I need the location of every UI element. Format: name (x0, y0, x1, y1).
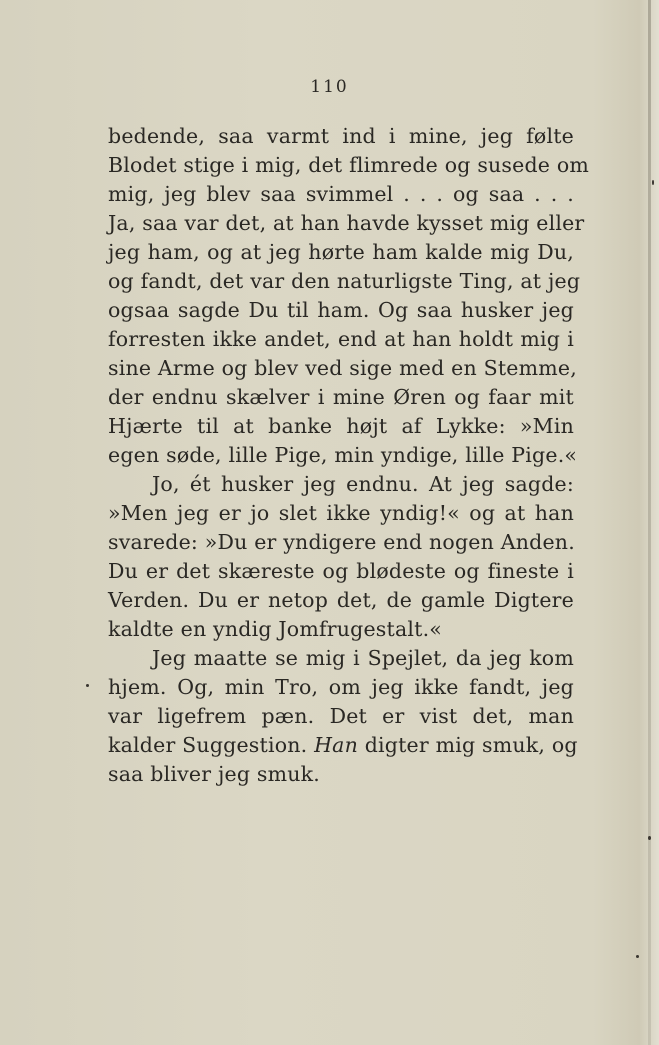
text-line: var ligefrem pæn. Det er vist det, man (108, 704, 574, 728)
text-line: kaldte en yndig Jomfrugestalt.« (108, 617, 443, 641)
text-line: Du er det skæreste og blødeste og fineste i (108, 559, 574, 583)
text-run: kalder Suggestion. (108, 733, 308, 757)
text-line: Jo, ét husker jeg endnu. At jeg sagde: (152, 472, 574, 496)
text-line: hjem. Og, min Tro, om jeg ikke fandt, jeg (108, 675, 574, 699)
text-line: bedende, saa varmt ind i mine, jeg følte (108, 124, 574, 148)
text-line: ogsaa sagde Du til ham. Og saa husker jeg (108, 298, 574, 322)
text-line: der endnu skælver i mine Øren og faar mit (108, 385, 574, 409)
text-line: Blodet stige i mig, det flimrede og susede om (108, 153, 590, 177)
text-line: Jeg maatte se mig i Spejlet, da jeg kom (152, 646, 574, 670)
page-edge-shadow (648, 0, 651, 1045)
text-line: Hjærte til at banke højt af Lykke: »Min (108, 414, 574, 438)
text-line: sine Arme og blev ved sige med en Stemme, (108, 356, 577, 380)
text-line: egen søde, lille Pige, min yndige, lille Pige.« (108, 443, 578, 467)
text-line: Verden. Du er netop det, de gamle Digtere (108, 588, 574, 612)
paper-speck (86, 684, 89, 687)
text-line-mixed (108, 731, 578, 760)
paper-speck (648, 836, 651, 840)
text-line: saa bliver jeg smuk. (108, 762, 320, 786)
text-line: mig, jeg blev saa svimmel . . . og saa . . . (108, 182, 574, 206)
text-line: Ja, saa var det, at han havde kysset mig eller (108, 211, 585, 235)
page-number: 110 (310, 77, 349, 97)
body-text (108, 122, 590, 789)
text-line: og fandt, det var den naturligste Ting, at jeg (108, 269, 581, 293)
paper-speck (652, 180, 654, 185)
text-line: svarede: »Du er yndigere end nogen Anden. (108, 530, 575, 554)
text-run: digter mig smuk, og (364, 733, 578, 757)
text-line: forresten ikke andet, end at han holdt mig i (108, 327, 574, 351)
italic-word: Han (314, 733, 358, 757)
paper-speck (636, 955, 639, 958)
text-line: jeg ham, og at jeg hørte ham kalde mig Du, (108, 240, 574, 264)
text-line: »Men jeg er jo slet ikke yndig!« og at han (108, 501, 574, 525)
